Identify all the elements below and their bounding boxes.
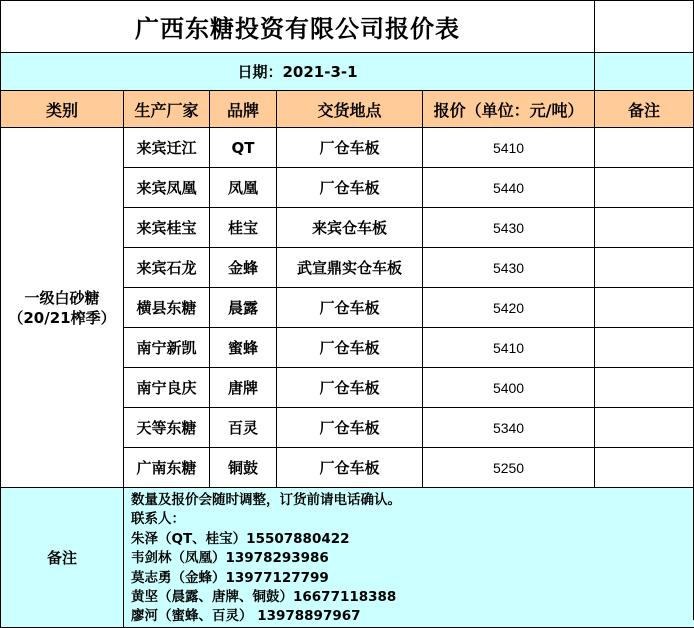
cell-price: 5430 [423, 208, 595, 248]
cell-manufacturer: 南宁新凯 [124, 328, 210, 368]
date-blank-cell [595, 53, 694, 91]
cell-price: 5400 [423, 368, 595, 408]
cell-price: 5250 [423, 448, 595, 488]
title-blank-cell [595, 1, 694, 53]
cell-delivery: 厂仓车板 [277, 288, 423, 328]
cell-remarks [595, 208, 694, 248]
cell-brand: 蜜蜂 [210, 328, 277, 368]
notes-line: 莫志勇（金蜂）13977127799 [131, 569, 329, 586]
category-name: 一级白砂糖 [24, 288, 100, 307]
cell-manufacturer: 来宾迁江 [124, 128, 210, 168]
notes-label: 备注 [1, 488, 124, 628]
cell-remarks [595, 128, 694, 168]
notes-line: 韦剑林（凤凰）13978293986 [131, 550, 329, 567]
notes-line: 数量及报价会随时调整，订货前请电话确认。 [131, 492, 401, 508]
cell-brand: 百灵 [210, 408, 277, 448]
header-brand: 品牌 [210, 91, 277, 128]
cell-price: 5410 [423, 328, 595, 368]
cell-brand: 铜鼓 [210, 448, 277, 488]
cell-remarks [595, 328, 694, 368]
cell-brand: 桂宝 [210, 208, 277, 248]
cell-manufacturer: 来宾凤凰 [124, 168, 210, 208]
cell-manufacturer: 天等东糖 [124, 408, 210, 448]
cell-remarks [595, 168, 694, 208]
cell-price: 5420 [423, 288, 595, 328]
notes-line: 廖河（蜜蜂、百灵） 13978897967 [131, 608, 361, 625]
cell-delivery: 厂仓车板 [277, 128, 423, 168]
cell-remarks [595, 408, 694, 448]
cell-delivery: 厂仓车板 [277, 168, 423, 208]
header-delivery: 交货地点 [277, 91, 423, 128]
cell-manufacturer: 来宾桂宝 [124, 208, 210, 248]
cell-delivery: 来宾仓车板 [277, 208, 423, 248]
notes-line: 朱泽（QT、桂宝）15507880422 [131, 530, 350, 547]
cell-delivery: 武宣鼎实仓车板 [277, 248, 423, 288]
cell-remarks [595, 368, 694, 408]
category-season: （20/21榨季） [8, 308, 116, 327]
header-category: 类别 [1, 91, 124, 128]
notes-line: 黄坚（晨露、唐牌、铜鼓）16677118388 [131, 589, 397, 606]
page-title: 广西东糖投资有限公司报价表 [1, 1, 595, 53]
cell-brand: 晨露 [210, 288, 277, 328]
cell-delivery: 厂仓车板 [277, 368, 423, 408]
cell-brand: QT [210, 128, 277, 168]
cell-price: 5430 [423, 248, 595, 288]
header-remarks: 备注 [595, 91, 694, 128]
cell-price: 5410 [423, 128, 595, 168]
cell-brand: 唐牌 [210, 368, 277, 408]
notes-body [124, 488, 694, 628]
table-row [1, 128, 694, 168]
cell-manufacturer: 广南东糖 [124, 448, 210, 488]
category-cell [1, 128, 124, 488]
cell-manufacturer: 横县东糖 [124, 288, 210, 328]
cell-price: 5340 [423, 408, 595, 448]
cell-remarks [595, 448, 694, 488]
cell-remarks [595, 288, 694, 328]
date-line: 日期：2021-3-1 [1, 53, 595, 91]
cell-manufacturer: 来宾石龙 [124, 248, 210, 288]
cell-delivery: 厂仓车板 [277, 328, 423, 368]
cell-brand: 凤凰 [210, 168, 277, 208]
cell-brand: 金蜂 [210, 248, 277, 288]
cell-delivery: 厂仓车板 [277, 448, 423, 488]
header-manufacturer: 生产厂家 [124, 91, 210, 128]
notes-line: 联系人： [131, 511, 185, 528]
cell-manufacturer: 南宁良庆 [124, 368, 210, 408]
header-price: 报价（单位：元/吨） [423, 91, 595, 128]
cell-remarks [595, 248, 694, 288]
cell-price: 5440 [423, 168, 595, 208]
cell-delivery: 厂仓车板 [277, 408, 423, 448]
